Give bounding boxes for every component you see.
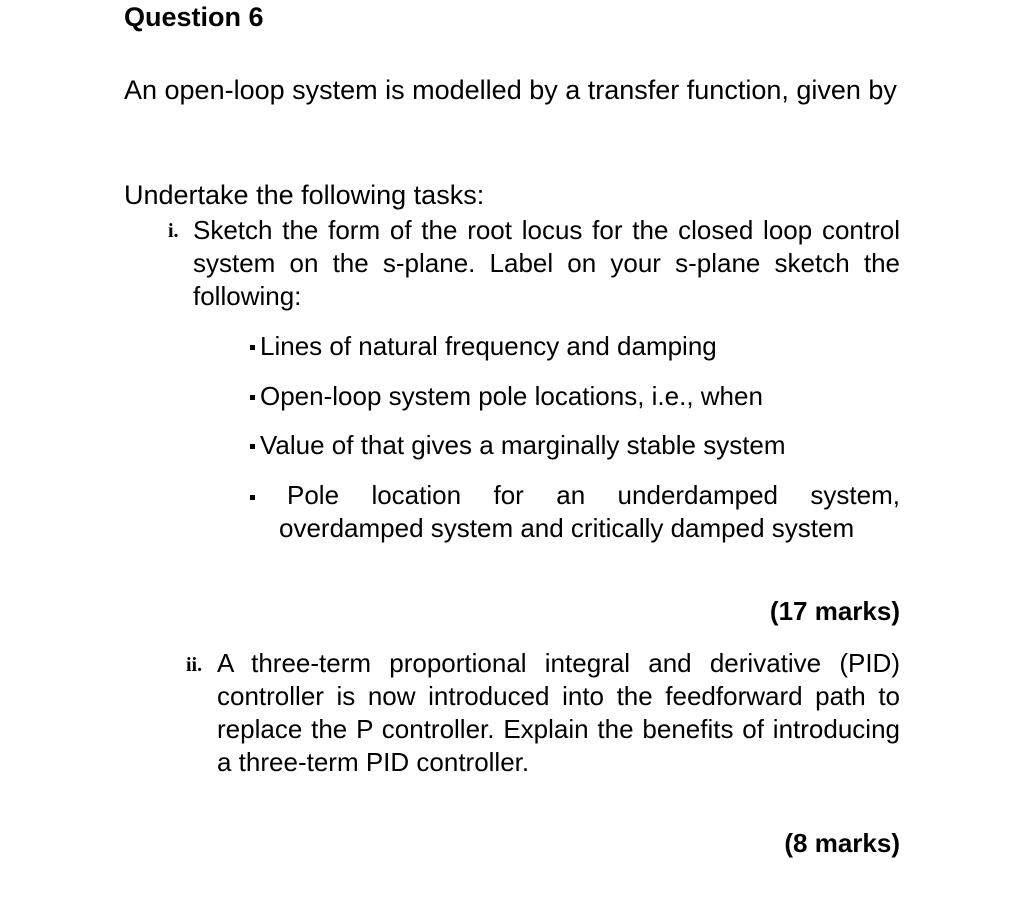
task-i-text — [193, 214, 900, 313]
tasks-heading: Undertake the following tasks: — [124, 180, 485, 210]
task-i-marks: (17 marks) — [769, 596, 900, 626]
bullet-marginal-stability: Value of that gives a marginally stable system — [260, 430, 786, 460]
bullet-marker-2 — [250, 395, 255, 400]
task-ii-numeral: ii. — [186, 654, 203, 676]
task-i-body: Sketch the form of the root locus for the closed loop control system on the s-plane. Label on your s-plane sketch the following: — [193, 215, 900, 311]
bullet-marker-1 — [250, 345, 255, 350]
question-title: Question 6 — [124, 2, 264, 32]
bullet-marker-4 — [250, 495, 255, 500]
task-i-numeral: i. — [168, 220, 179, 242]
task-ii-marks: (8 marks) — [784, 828, 900, 858]
bullet-open-loop-poles: Open-loop system pole locations, i.e., when — [260, 381, 763, 411]
question-intro: An open-loop system is modelled by a transfer function, given by — [124, 75, 897, 105]
task-ii-text: A three-term proportional integral and derivative (PID) controller is now introduced into the feedforward path to replace the P controller. Explain the benefits of introducing a three-term PID controller. — [217, 648, 900, 777]
bullet-pole-locations: Pole location for an underdamped system, overdamped system and critically damped system — [279, 480, 900, 543]
bullet-marker-3 — [250, 444, 255, 449]
bullet-natural-frequency: Lines of natural frequency and damping — [260, 331, 717, 361]
